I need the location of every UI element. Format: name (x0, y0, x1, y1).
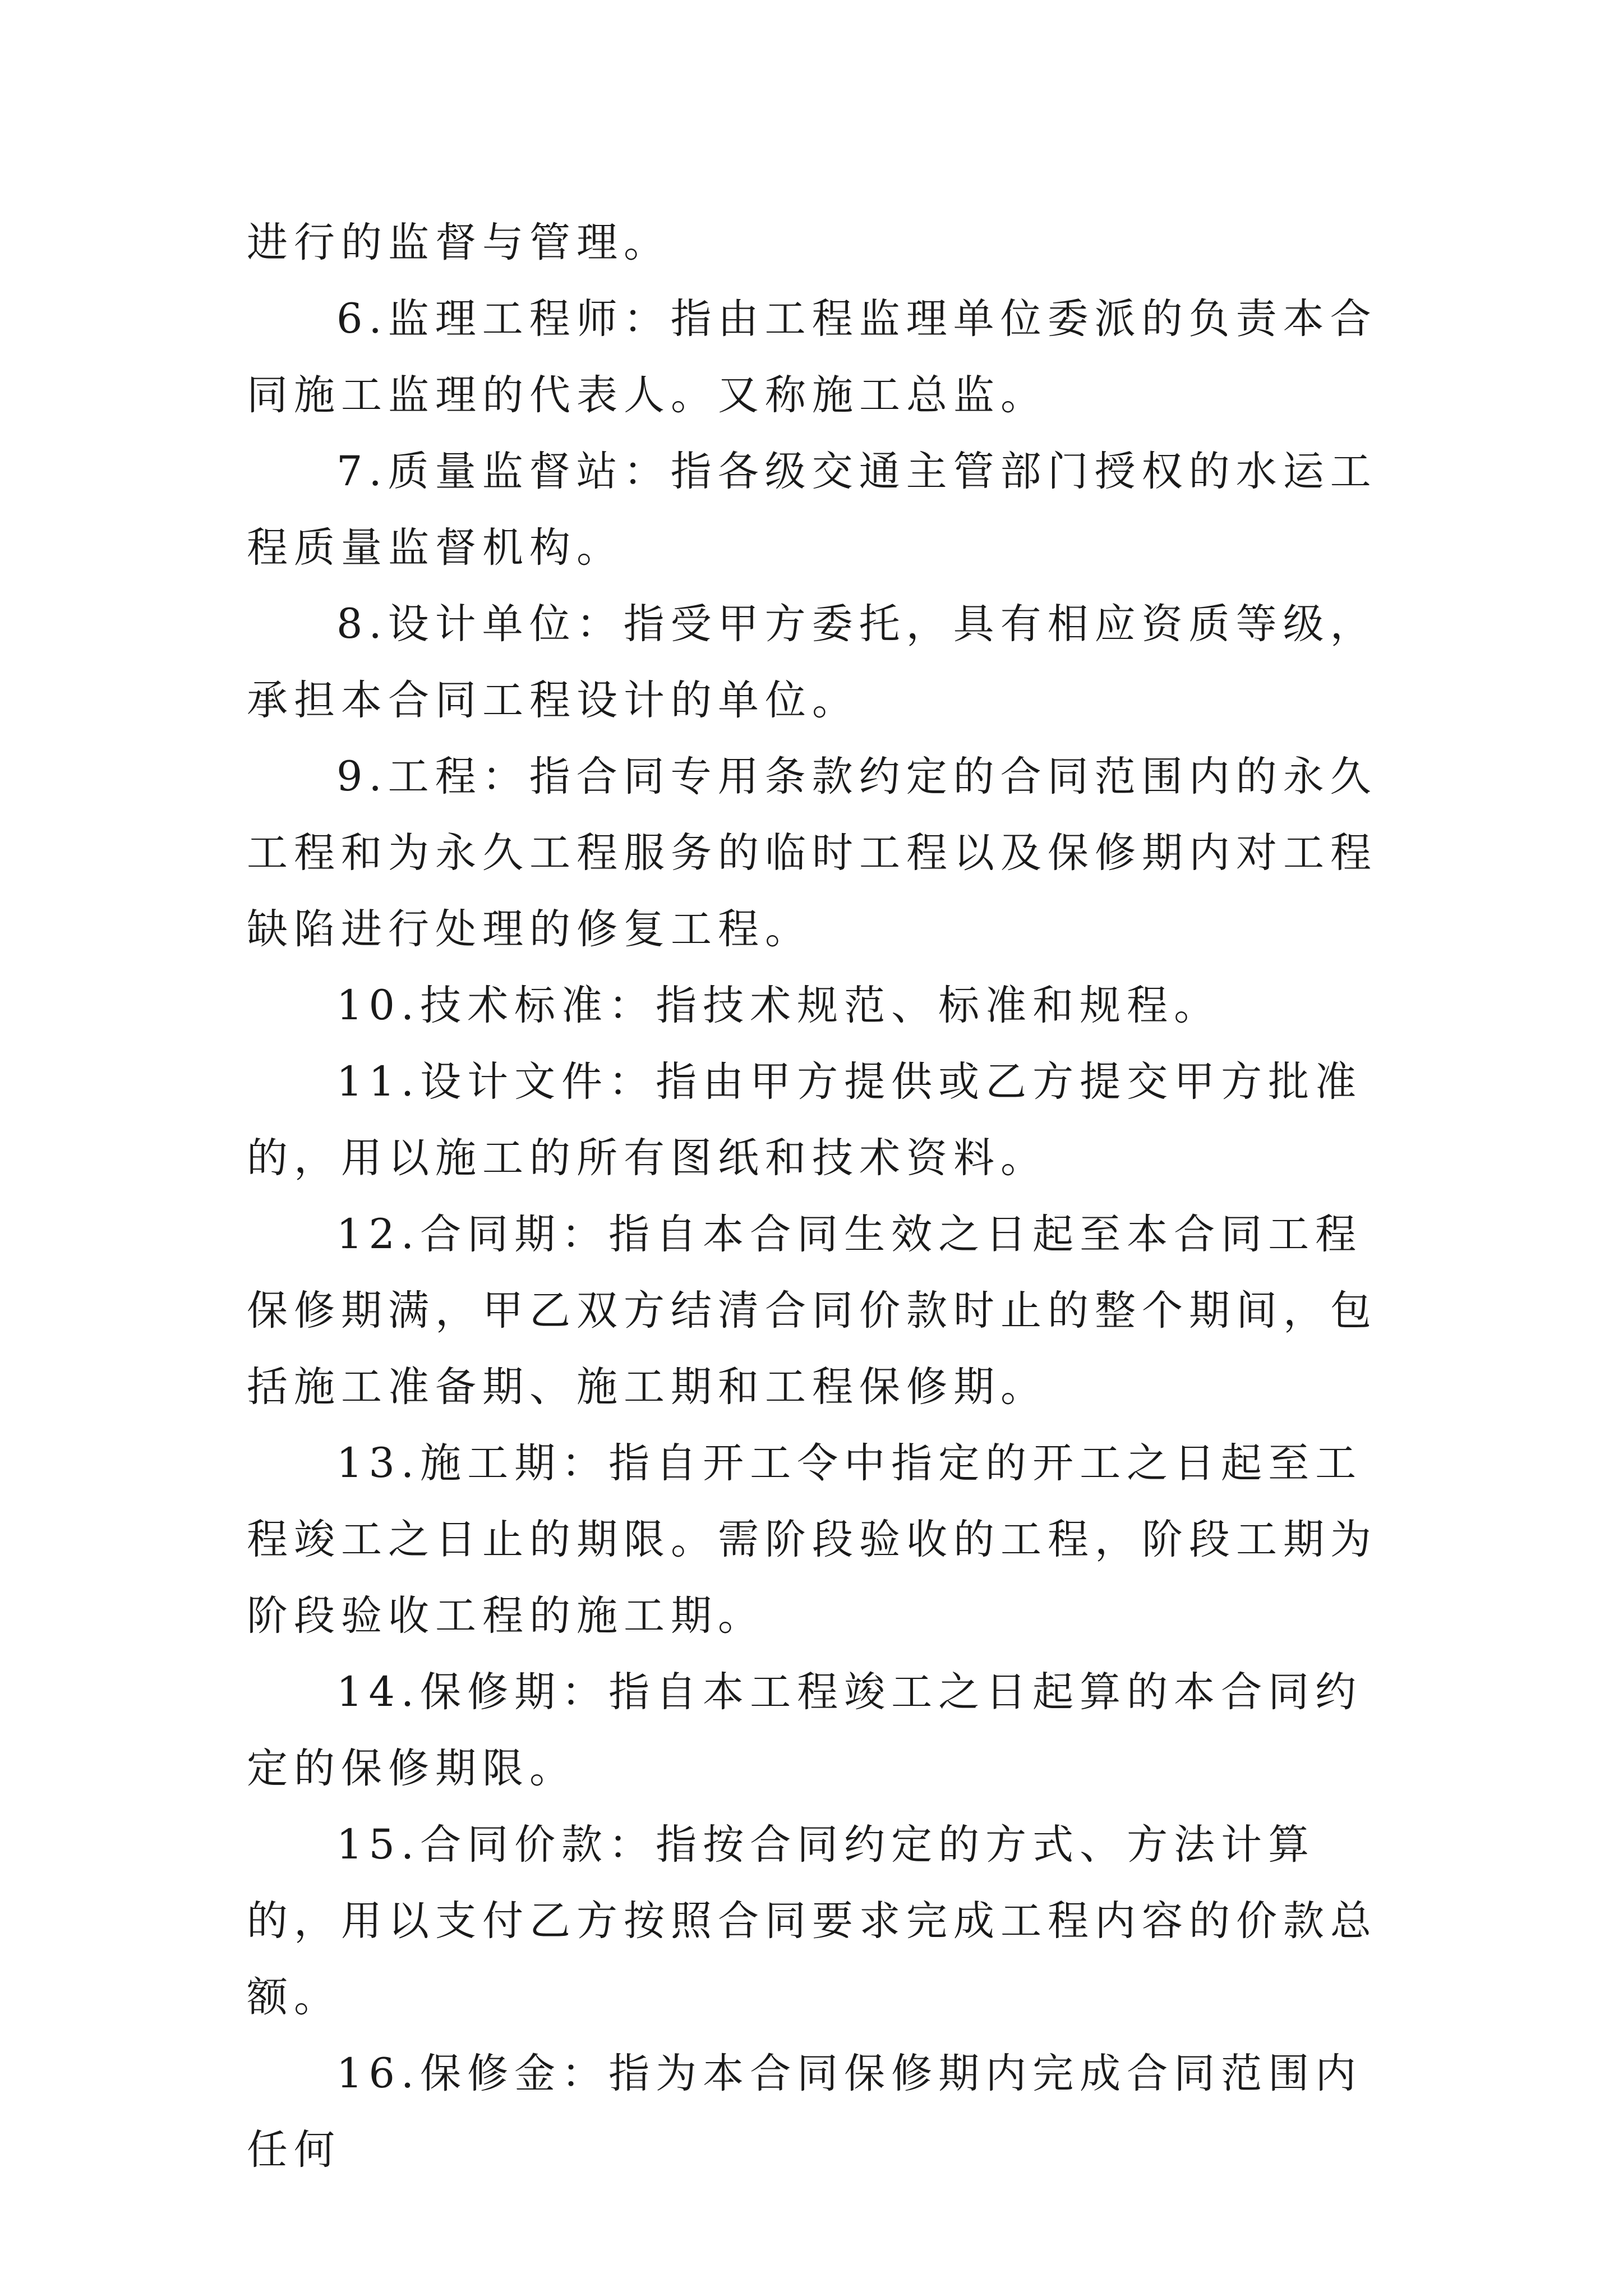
document-body (247, 205, 1382, 2188)
clause-16-retention-money: 16.保修金：指为本合同保修期内完成合同范围内任何 (247, 2050, 1363, 2174)
clause-14-warranty-period: 14.保修期：指自本工程竣工之日起算的本合同约定的保修期限。 (247, 1668, 1363, 1792)
clause-7-quality-supervision-station: 7.质量监督站：指各级交通主管部门授权的水运工程质量监督机构。 (247, 448, 1377, 572)
clause-6-supervising-engineer: 6.监理工程师：指由工程监理单位委派的负责本合同施工监理的代表人。又称施工总监。 (247, 295, 1377, 419)
clause-8-design-unit: 8.设计单位：指受甲方委托，具有相应资质等级，承担本合同工程设计的单位。 (247, 600, 1377, 724)
clause-13-construction-period: 13.施工期：指自开工令中指定的开工之日起至工程竣工之日止的期限。需阶段验收的工程，阶段工期为阶段验收工程的施工期。 (247, 1439, 1377, 1640)
clause-10-technical-standards: 10.技术标准：指技术规范、标准和规程。 (336, 982, 1221, 1029)
clause-11-design-documents: 11.设计文件：指由甲方提供或乙方提交甲方批准的，用以施工的所有图纸和技术资料。 (247, 1058, 1363, 1182)
clause-12-contract-period: 12.合同期：指自本合同生效之日起至本合同工程保修期满，甲乙双方结清合同价款时止的整个期间，包括施工准备期、施工期和工程保修期。 (247, 1211, 1377, 1411)
clause-9-works: 9.工程：指合同专用条款约定的合同范围内的永久工程和为永久工程服务的临时工程以及保修期内对工程缺陷进行处理的修复工程。 (247, 753, 1377, 953)
clause-15-contract-price: 15.合同价款：指按合同约定的方式、方法计算的，用以支付乙方按照合同要求完成工程内容的价款总额。 (247, 1821, 1377, 2021)
paragraph-continuation: 进行的监督与管理。 (247, 219, 671, 266)
